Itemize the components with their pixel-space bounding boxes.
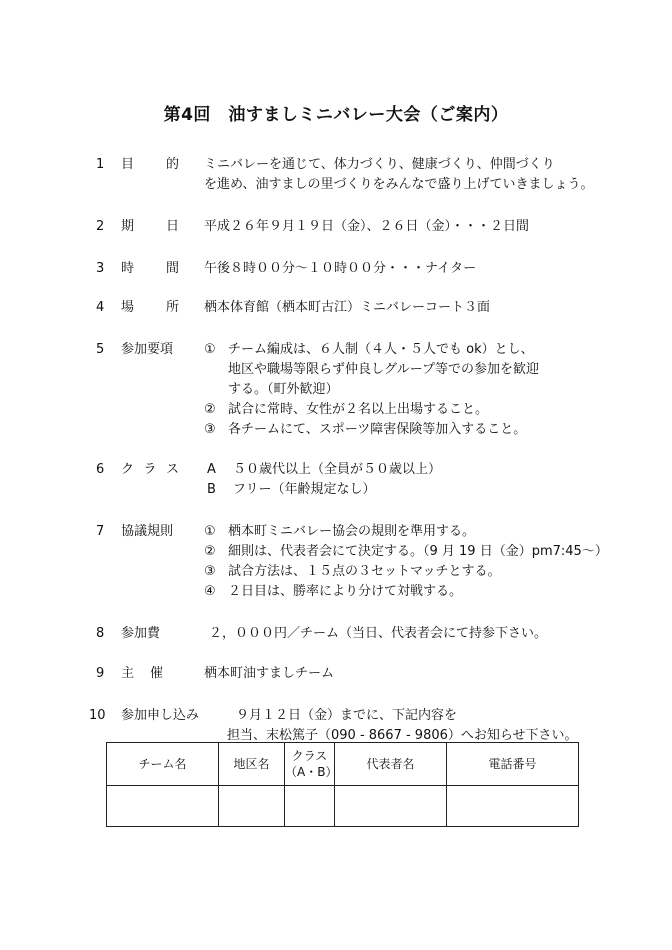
list-item: ② 試合に常時、女性が２名以上出場すること。: [204, 402, 489, 417]
list-item: B フリー（年齢規定なし）: [207, 482, 376, 497]
list-item: 地区や職場等限らず仲良しグループ等での参加を歓迎: [228, 362, 539, 377]
header-representative: 代表者名: [335, 743, 447, 786]
section-number: 8: [96, 626, 105, 641]
header-phone: 電話番号: [447, 743, 579, 786]
section-label: ク ラ ス: [121, 462, 179, 477]
section-number: 7: [96, 524, 105, 539]
section-body: [204, 340, 539, 440]
section-body: [204, 460, 441, 500]
section-label: 協議規則: [121, 524, 174, 539]
section-body: ２，０００円／チーム（当日、代表者会にて持参下さい。: [209, 626, 548, 641]
section-label: 時 間: [121, 261, 179, 276]
page-title: 第4回 油すましミニバレー大会（ご案内）: [163, 105, 509, 125]
cell-representative[interactable]: [335, 786, 447, 827]
section-body: [204, 522, 608, 602]
section-label: 場 所: [121, 300, 179, 315]
cell-class[interactable]: [285, 786, 335, 827]
section-label: 主 催: [121, 666, 163, 681]
section-number: 1: [96, 157, 105, 172]
section-number: 6: [96, 462, 105, 477]
section-body: ミニバレーを通じて、体力づくり、健康づくり、仲間づくり を進め、油すましの里づくりをみんなで盛り上げていきましょう。: [204, 157, 594, 192]
table-header-row: [107, 743, 579, 786]
table-row: [107, 786, 579, 827]
section-number: 5: [96, 342, 105, 357]
section-body: 栖本町油すましチーム: [204, 666, 335, 681]
header-district: 地区名: [219, 743, 285, 786]
list-item: ① チーム編成は、６人制（４人・５人でも ok）とし、: [204, 342, 534, 357]
section-label: 参加要項: [121, 342, 174, 357]
section-body: ９月１２日（金）までに、下記内容を 担当、末松篤子（090 - 8667 - 9806）へお知らせ下さい。: [227, 708, 578, 743]
section-label: 参加申し込み: [121, 708, 200, 723]
section-body: 栖本体育館（栖本町古江）ミニバレーコート３面: [204, 300, 491, 315]
cell-district[interactable]: [219, 786, 285, 827]
list-item: ③ 各チームにて、スポーツ障害保険等加入すること。: [204, 422, 527, 437]
section-number: 4: [96, 300, 105, 315]
list-item: する。（町外歓迎）: [228, 382, 339, 397]
list-item: ② 細則は、代表者会にて決定する。（9 月 19 日（金）pm7:45～）: [204, 544, 608, 559]
cell-phone[interactable]: [447, 786, 579, 827]
list-item: ① 栖本町ミニバレー協会の規則を準用する。: [204, 524, 476, 539]
header-class: クラス （A・B）: [285, 743, 335, 786]
section-number: 10: [89, 708, 106, 723]
list-item: A ５０歳代以上（全員が５０歳以上）: [207, 462, 442, 477]
cell-team-name[interactable]: [107, 786, 219, 827]
section-body: 午後８時００分～１０時００分・・・ナイター: [204, 261, 477, 276]
section-label: 目 的: [121, 157, 179, 172]
section-body: 平成２６年９月１９日（金）、２６日（金）・・・２日間: [204, 219, 530, 234]
application-form-table: [106, 742, 579, 827]
section-number: 3: [96, 261, 105, 276]
section-number: 9: [96, 666, 105, 681]
header-team-name: チーム名: [107, 743, 219, 786]
list-item: ③ 試合方法は、１５点の３セットマッチとする。: [204, 564, 501, 579]
section-label: 期 日: [121, 219, 179, 234]
section-number: 2: [96, 219, 105, 234]
list-item: ④ ２日目は、勝率により分けて対戦する。: [204, 584, 463, 599]
section-label: 参加費: [121, 626, 161, 641]
